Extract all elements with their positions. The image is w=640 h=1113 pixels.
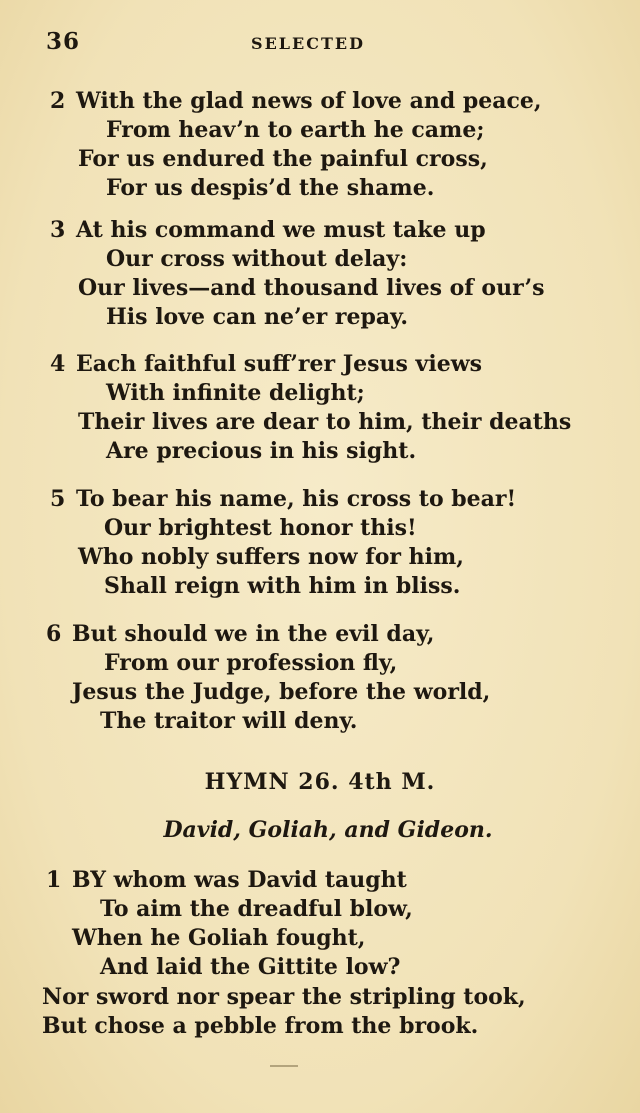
page-number: 36 [46,28,81,55]
stanza-number: 2 [50,88,66,114]
verse-line: Nor sword nor spear the stripling took, [42,984,526,1010]
verse-line: 1 BY whom was David taught [46,867,407,893]
verse-line: When he Goliah fought, [72,925,366,951]
verse-line: To aim the dreadful blow, [100,896,413,922]
verse-line: The traitor will deny. [100,708,358,734]
verse-line: 4 Each faithful suff’rer Jesus views [50,351,483,377]
verse-line: 6 But should we in the evil day, [46,621,435,647]
page-header [46,28,600,62]
hymn-title: HYMN 26. 4th M. [204,769,436,795]
stanza-number: 1 [46,867,62,893]
verse-line: From heav’n to earth he came; [106,117,485,143]
verse-line: Our brightest honor this! [104,515,417,541]
verse-line: From our profession fly, [104,650,398,676]
stanza-number: 3 [50,217,66,243]
verse-line: His love can ne’er repay. [106,304,409,330]
stanza-number: 6 [46,621,62,647]
verse-line: Our cross without delay: [106,246,408,272]
verse-line: Shall reign with him in bliss. [104,573,461,599]
verse-line: Who nobly suffers now for him, [78,544,464,570]
verse-line: Are precious in his sight. [106,438,417,464]
stanza-number: 4 [50,351,66,377]
verse-line: And laid the Gittite low? [100,954,401,980]
verse-line: 2 With the glad news of love and peace, [50,88,542,114]
verse-line: For us despis’d the shame. [106,175,435,201]
stanza-number: 5 [50,486,66,512]
verse-line: Their lives are dear to him, their deaths [78,409,572,435]
verse-line: For us endured the painful cross, [78,146,488,172]
verse-line: 3 At his command we must take up [50,217,486,243]
hymn-subtitle: David, Goliah, and Gideon. [163,817,493,843]
verse-line: Our lives—and thousand lives of our’s [78,275,545,301]
page-mark [270,1065,298,1067]
verse-line: Jesus the Judge, before the world, [72,679,491,705]
verse-line: But chose a pebble from the brook. [42,1013,479,1039]
verse-line: With infinite delight; [106,380,365,406]
verse-line: 5 To bear his name, his cross to bear! [50,486,517,512]
running-head: SELECTED [251,34,365,53]
